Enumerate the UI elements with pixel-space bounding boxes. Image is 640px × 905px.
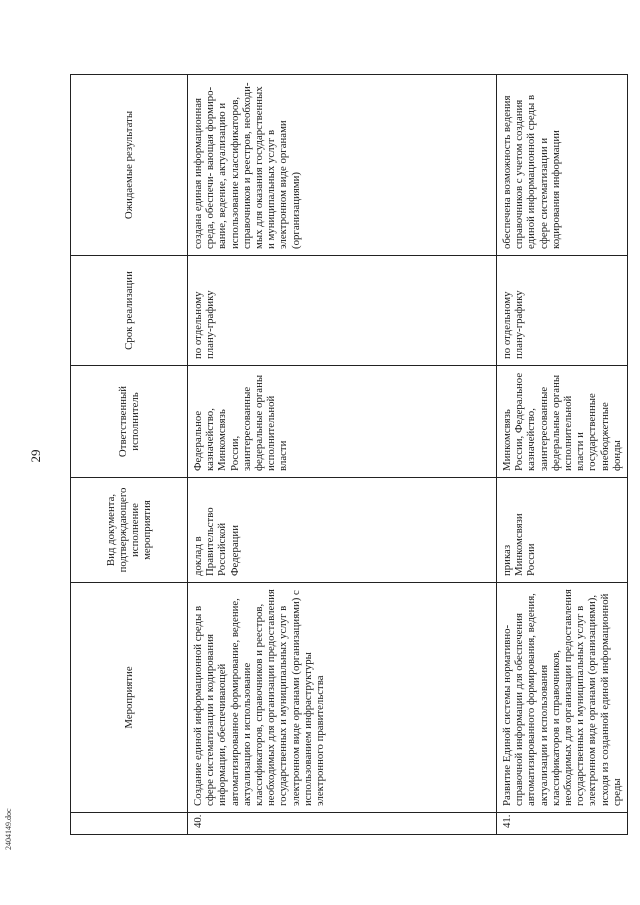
header-number <box>71 813 188 835</box>
row-results: обеспечена возможность ведения справочников с учетом создания единой информационной среды в сфере систематизации и кодирования информации <box>497 75 628 256</box>
row-term: по отдельному плану-графику <box>497 256 628 366</box>
table-header-row <box>71 75 188 835</box>
measures-table <box>70 74 628 835</box>
row-number: 41. <box>497 813 628 835</box>
header-executor: Ответственный исполнитель <box>71 366 188 478</box>
row-executor: Минкомсвязь России, Федеральное казначейство, заинтересованные федеральные органы исполнительной власти и государственные внебюджетные фонды <box>497 366 628 478</box>
row-term: по отдельному плану-графику <box>188 256 497 366</box>
header-event: Мероприятие <box>71 583 188 813</box>
row-doc-type: приказ Минкомсвязи России <box>497 478 628 583</box>
table-row <box>188 75 497 835</box>
page-number: 29 <box>28 449 43 463</box>
row-doc-type: доклад в Правительство Российской Федерации <box>188 478 497 583</box>
row-event: Создание единой информационной среды в сфере систематизации и кодирования информации, обеспечивающей автоматизированное формирование, ведение, актуализацию и использование классификаторов, справочников и реестров, необходимых для организации предоставления государственных и муниципальных услуг в электронном виде органами (организациями) с использованием инфраструктуры электронного правительства <box>188 583 497 813</box>
row-number: 40. <box>188 813 497 835</box>
header-term: Срок реализации <box>71 256 188 366</box>
row-results: создана единая информационная среда, обеспечи- вающая формиро- вание, ведение, актуализацию и использование классификаторов, справочников и реестров, необходи- мых для оказания государственных и муниципальных услуг в электронном виде органами (организациями) <box>188 75 497 256</box>
header-results: Ожидаемые результаты <box>71 75 188 256</box>
table-row <box>497 75 628 835</box>
row-executor: Федеральное казначейство, Минкомсвязь России, заинтересованные федеральные органы исполнительной власти <box>188 366 497 478</box>
row-event: Развитие Единой системы нормативно-справочной информации для обеспечения автоматизированного формирования, ведения, актуализации и использования классификаторов и справочников, необходимых для организации предоставления государственных и муниципальных услуг в электронном виде органами (организациями), исходя из созданной единой информационной среды <box>497 583 628 813</box>
rotated-table-wrapper <box>70 75 623 835</box>
document-id: 2404149.doc <box>4 808 13 850</box>
header-doc-type: Вид документа, подтверждающего исполнение мероприятия <box>71 478 188 583</box>
